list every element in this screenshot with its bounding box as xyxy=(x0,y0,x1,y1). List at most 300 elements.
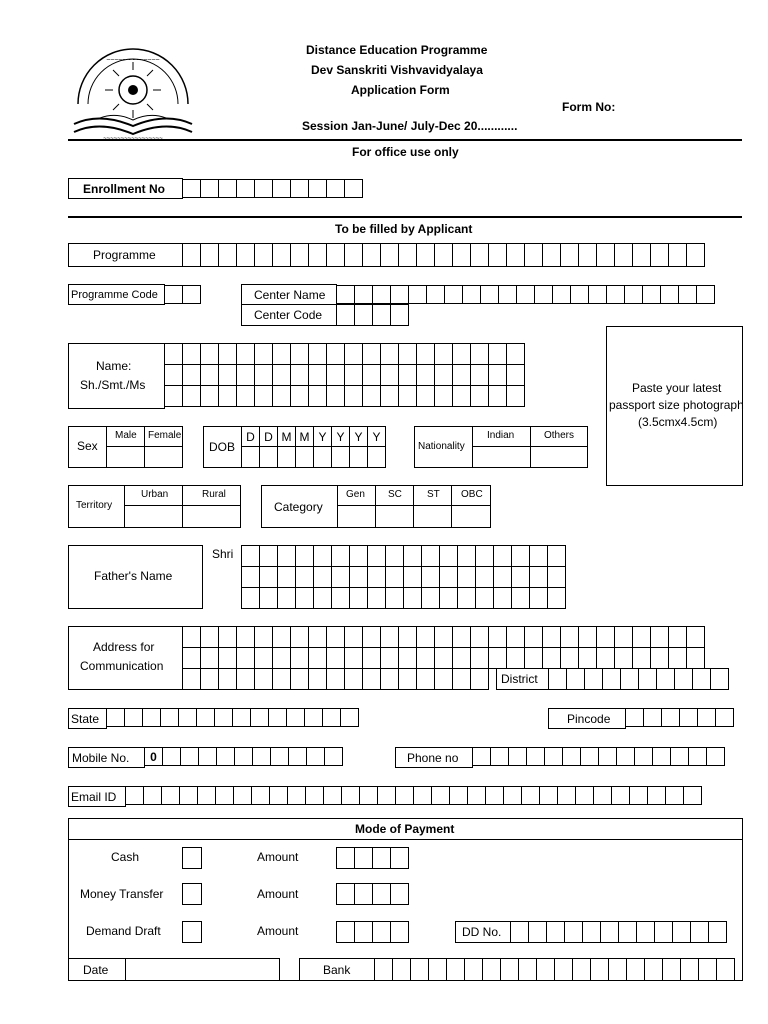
char-box[interactable] xyxy=(161,786,180,805)
char-box[interactable] xyxy=(462,285,481,304)
char-box[interactable] xyxy=(372,921,391,943)
char-box[interactable] xyxy=(439,566,458,588)
char-box[interactable] xyxy=(656,668,675,690)
char-box[interactable] xyxy=(385,587,404,609)
char-box[interactable] xyxy=(218,179,237,198)
char-box[interactable] xyxy=(439,587,458,609)
char-box[interactable] xyxy=(380,364,399,386)
char-box[interactable] xyxy=(614,243,633,267)
char-box[interactable] xyxy=(690,921,709,943)
char-box[interactable] xyxy=(652,747,671,766)
char-box[interactable] xyxy=(252,747,271,766)
char-box[interactable] xyxy=(439,545,458,567)
char-box[interactable] xyxy=(295,566,314,588)
char-box[interactable] xyxy=(272,647,291,669)
char-box[interactable] xyxy=(290,179,309,198)
char-box[interactable] xyxy=(547,566,566,588)
char-box[interactable] xyxy=(251,786,270,805)
char-box[interactable] xyxy=(326,343,345,365)
programme-boxes[interactable] xyxy=(182,243,705,267)
char-box[interactable] xyxy=(431,786,450,805)
char-box[interactable] xyxy=(560,626,579,648)
char-box[interactable] xyxy=(534,285,553,304)
char-box[interactable] xyxy=(650,626,669,648)
char-box[interactable] xyxy=(698,958,717,981)
char-box[interactable] xyxy=(313,545,332,567)
char-box[interactable] xyxy=(272,668,291,690)
char-box[interactable] xyxy=(313,446,332,468)
char-box[interactable] xyxy=(598,747,617,766)
char-box[interactable] xyxy=(326,626,345,648)
char-box[interactable] xyxy=(668,626,687,648)
char-box[interactable] xyxy=(236,385,255,407)
char-box[interactable] xyxy=(326,647,345,669)
char-box[interactable] xyxy=(593,786,612,805)
char-box[interactable] xyxy=(688,747,707,766)
char-box[interactable] xyxy=(354,921,373,943)
char-box[interactable] xyxy=(380,668,399,690)
char-box[interactable] xyxy=(416,343,435,365)
char-box[interactable] xyxy=(290,364,309,386)
char-box[interactable] xyxy=(182,364,201,386)
char-box[interactable] xyxy=(390,285,409,304)
char-box[interactable] xyxy=(706,747,725,766)
char-box[interactable] xyxy=(215,786,234,805)
char-box[interactable] xyxy=(616,747,635,766)
char-box[interactable] xyxy=(516,285,535,304)
char-box[interactable] xyxy=(362,364,381,386)
char-box[interactable] xyxy=(464,958,483,981)
char-box[interactable] xyxy=(344,179,363,198)
char-box[interactable] xyxy=(643,708,662,727)
char-box[interactable] xyxy=(506,243,525,267)
char-box[interactable] xyxy=(472,747,491,766)
char-box[interactable] xyxy=(367,446,386,468)
char-box[interactable] xyxy=(434,343,453,365)
char-box[interactable] xyxy=(488,647,507,669)
char-box[interactable] xyxy=(218,647,237,669)
char-box[interactable] xyxy=(480,285,499,304)
char-box[interactable] xyxy=(632,626,651,648)
date-field[interactable] xyxy=(125,958,280,981)
char-box[interactable] xyxy=(647,786,666,805)
char-box[interactable] xyxy=(570,285,589,304)
char-box[interactable] xyxy=(572,958,591,981)
cash-amount-boxes[interactable] xyxy=(336,847,409,869)
char-box[interactable] xyxy=(398,343,417,365)
char-box[interactable] xyxy=(629,786,648,805)
char-box[interactable] xyxy=(428,958,447,981)
nationality-indian-box[interactable] xyxy=(472,446,531,468)
char-box[interactable] xyxy=(488,626,507,648)
char-box[interactable] xyxy=(560,647,579,669)
char-box[interactable] xyxy=(398,626,417,648)
char-box[interactable] xyxy=(638,668,657,690)
char-box[interactable] xyxy=(308,343,327,365)
phone-boxes[interactable] xyxy=(472,747,725,766)
char-box[interactable] xyxy=(434,647,453,669)
char-box[interactable] xyxy=(716,958,735,981)
char-box[interactable] xyxy=(236,179,255,198)
char-box[interactable] xyxy=(580,747,599,766)
char-box[interactable] xyxy=(200,243,219,267)
char-box[interactable] xyxy=(254,626,273,648)
char-box[interactable] xyxy=(254,343,273,365)
char-box[interactable] xyxy=(403,545,422,567)
category-sc-box[interactable] xyxy=(375,505,414,528)
char-box[interactable] xyxy=(416,626,435,648)
char-box[interactable] xyxy=(197,786,216,805)
char-box[interactable] xyxy=(413,786,432,805)
char-box[interactable] xyxy=(578,647,597,669)
char-box[interactable] xyxy=(380,343,399,365)
char-box[interactable] xyxy=(182,243,201,267)
bank-boxes[interactable] xyxy=(374,958,735,981)
char-box[interactable] xyxy=(674,668,693,690)
char-box[interactable] xyxy=(218,364,237,386)
mobile-boxes[interactable] xyxy=(162,747,343,766)
char-box[interactable] xyxy=(125,786,144,805)
char-box[interactable] xyxy=(272,179,291,198)
char-box[interactable] xyxy=(200,385,219,407)
char-box[interactable] xyxy=(564,921,583,943)
char-box[interactable] xyxy=(236,626,255,648)
category-obc-box[interactable] xyxy=(451,505,491,528)
char-box[interactable] xyxy=(241,587,260,609)
char-box[interactable] xyxy=(372,883,391,905)
char-box[interactable] xyxy=(457,545,476,567)
char-box[interactable] xyxy=(493,587,512,609)
char-box[interactable] xyxy=(295,587,314,609)
char-box[interactable] xyxy=(254,179,273,198)
char-box[interactable] xyxy=(290,343,309,365)
char-box[interactable] xyxy=(500,958,519,981)
char-box[interactable] xyxy=(372,304,391,326)
char-box[interactable] xyxy=(354,847,373,869)
char-box[interactable] xyxy=(200,179,219,198)
char-box[interactable] xyxy=(470,626,489,648)
char-box[interactable] xyxy=(697,708,716,727)
char-box[interactable] xyxy=(200,626,219,648)
char-box[interactable] xyxy=(308,179,327,198)
territory-urban-box[interactable] xyxy=(124,505,183,528)
char-box[interactable] xyxy=(340,708,359,727)
char-box[interactable] xyxy=(642,285,661,304)
char-box[interactable] xyxy=(304,708,323,727)
char-box[interactable] xyxy=(416,243,435,267)
char-box[interactable] xyxy=(362,243,381,267)
char-box[interactable] xyxy=(680,958,699,981)
char-box[interactable] xyxy=(162,747,181,766)
char-box[interactable] xyxy=(182,285,201,304)
char-box[interactable] xyxy=(416,364,435,386)
char-box[interactable] xyxy=(182,921,202,943)
char-box[interactable] xyxy=(344,647,363,669)
char-box[interactable] xyxy=(686,626,705,648)
char-box[interactable] xyxy=(692,668,711,690)
char-box[interactable] xyxy=(600,921,619,943)
state-boxes[interactable] xyxy=(106,708,359,727)
char-box[interactable] xyxy=(668,243,687,267)
char-box[interactable] xyxy=(547,545,566,567)
char-box[interactable] xyxy=(326,364,345,386)
char-box[interactable] xyxy=(503,786,522,805)
char-box[interactable] xyxy=(305,786,324,805)
char-box[interactable] xyxy=(313,566,332,588)
char-box[interactable] xyxy=(354,304,373,326)
char-box[interactable] xyxy=(410,958,429,981)
char-box[interactable] xyxy=(634,747,653,766)
char-box[interactable] xyxy=(665,786,684,805)
char-box[interactable] xyxy=(416,668,435,690)
char-box[interactable] xyxy=(336,883,355,905)
char-box[interactable] xyxy=(164,343,183,365)
char-box[interactable] xyxy=(511,566,530,588)
char-box[interactable] xyxy=(179,786,198,805)
char-box[interactable] xyxy=(529,587,548,609)
char-box[interactable] xyxy=(475,566,494,588)
char-box[interactable] xyxy=(287,786,306,805)
sex-female-box[interactable] xyxy=(144,446,183,468)
district-boxes[interactable] xyxy=(548,668,729,690)
char-box[interactable] xyxy=(236,668,255,690)
char-box[interactable] xyxy=(268,708,287,727)
char-box[interactable] xyxy=(421,545,440,567)
char-box[interactable] xyxy=(362,343,381,365)
programme-code-boxes[interactable] xyxy=(164,285,201,304)
char-box[interactable] xyxy=(286,708,305,727)
char-box[interactable] xyxy=(449,786,468,805)
char-box[interactable] xyxy=(560,243,579,267)
char-box[interactable] xyxy=(308,668,327,690)
char-box[interactable] xyxy=(272,626,291,648)
demand-draft-amount-boxes[interactable] xyxy=(336,921,409,943)
char-box[interactable] xyxy=(250,708,269,727)
char-box[interactable] xyxy=(349,446,368,468)
char-box[interactable] xyxy=(326,179,345,198)
char-box[interactable] xyxy=(434,668,453,690)
char-box[interactable] xyxy=(308,364,327,386)
char-box[interactable] xyxy=(498,285,517,304)
char-box[interactable] xyxy=(354,285,373,304)
char-box[interactable] xyxy=(200,364,219,386)
char-box[interactable] xyxy=(578,243,597,267)
char-box[interactable] xyxy=(683,786,702,805)
char-box[interactable] xyxy=(196,708,215,727)
char-box[interactable] xyxy=(614,626,633,648)
char-box[interactable] xyxy=(182,847,202,869)
char-box[interactable] xyxy=(288,747,307,766)
char-box[interactable] xyxy=(654,921,673,943)
char-box[interactable] xyxy=(452,343,471,365)
char-box[interactable] xyxy=(164,364,183,386)
char-box[interactable] xyxy=(506,343,525,365)
char-box[interactable] xyxy=(582,921,601,943)
char-box[interactable] xyxy=(164,285,183,304)
char-box[interactable] xyxy=(470,647,489,669)
char-box[interactable] xyxy=(398,668,417,690)
char-box[interactable] xyxy=(106,708,125,727)
char-box[interactable] xyxy=(679,708,698,727)
char-box[interactable] xyxy=(596,647,615,669)
char-box[interactable] xyxy=(254,364,273,386)
char-box[interactable] xyxy=(367,587,386,609)
char-box[interactable] xyxy=(232,708,251,727)
char-box[interactable] xyxy=(349,545,368,567)
char-box[interactable] xyxy=(270,747,289,766)
char-box[interactable] xyxy=(398,385,417,407)
char-box[interactable] xyxy=(708,921,727,943)
char-box[interactable] xyxy=(434,626,453,648)
fathers-name-rows[interactable] xyxy=(241,545,566,609)
char-box[interactable] xyxy=(624,285,643,304)
char-box[interactable] xyxy=(362,385,381,407)
char-box[interactable] xyxy=(336,921,355,943)
char-box[interactable] xyxy=(644,958,663,981)
char-box[interactable] xyxy=(539,786,558,805)
char-box[interactable] xyxy=(632,647,651,669)
char-box[interactable] xyxy=(354,883,373,905)
char-box[interactable] xyxy=(344,668,363,690)
char-box[interactable] xyxy=(236,243,255,267)
char-box[interactable] xyxy=(182,626,201,648)
char-box[interactable] xyxy=(511,587,530,609)
char-box[interactable] xyxy=(349,566,368,588)
char-box[interactable] xyxy=(506,626,525,648)
char-box[interactable] xyxy=(575,786,594,805)
char-box[interactable] xyxy=(236,647,255,669)
char-box[interactable] xyxy=(511,545,530,567)
char-box[interactable] xyxy=(323,786,342,805)
char-box[interactable] xyxy=(650,647,669,669)
char-box[interactable] xyxy=(668,647,687,669)
char-box[interactable] xyxy=(182,883,202,905)
char-box[interactable] xyxy=(546,921,565,943)
char-box[interactable] xyxy=(344,626,363,648)
char-box[interactable] xyxy=(380,243,399,267)
category-st-box[interactable] xyxy=(413,505,452,528)
enrollment-boxes[interactable] xyxy=(182,179,363,198)
char-box[interactable] xyxy=(434,243,453,267)
char-box[interactable] xyxy=(241,545,260,567)
cash-checkbox[interactable] xyxy=(182,847,202,869)
char-box[interactable] xyxy=(124,708,143,727)
char-box[interactable] xyxy=(233,786,252,805)
char-box[interactable] xyxy=(457,566,476,588)
char-box[interactable] xyxy=(331,566,350,588)
char-box[interactable] xyxy=(403,587,422,609)
char-box[interactable] xyxy=(485,786,504,805)
char-box[interactable] xyxy=(277,446,296,468)
char-box[interactable] xyxy=(372,285,391,304)
char-box[interactable] xyxy=(434,385,453,407)
territory-rural-box[interactable] xyxy=(182,505,241,528)
char-box[interactable] xyxy=(506,364,525,386)
char-box[interactable] xyxy=(488,364,507,386)
money-transfer-checkbox[interactable] xyxy=(182,883,202,905)
char-box[interactable] xyxy=(620,668,639,690)
money-transfer-amount-boxes[interactable] xyxy=(336,883,409,905)
char-box[interactable] xyxy=(398,364,417,386)
char-box[interactable] xyxy=(611,786,630,805)
char-box[interactable] xyxy=(218,385,237,407)
char-box[interactable] xyxy=(374,958,393,981)
char-box[interactable] xyxy=(518,958,537,981)
char-box[interactable] xyxy=(395,786,414,805)
char-box[interactable] xyxy=(506,385,525,407)
char-box[interactable] xyxy=(632,243,651,267)
dd-no-boxes[interactable] xyxy=(510,921,727,943)
char-box[interactable] xyxy=(566,668,585,690)
char-box[interactable] xyxy=(259,587,278,609)
char-box[interactable] xyxy=(548,668,567,690)
char-box[interactable] xyxy=(390,921,409,943)
char-box[interactable] xyxy=(715,708,734,727)
char-box[interactable] xyxy=(182,385,201,407)
char-box[interactable] xyxy=(529,545,548,567)
char-box[interactable] xyxy=(596,243,615,267)
char-box[interactable] xyxy=(290,243,309,267)
char-box[interactable] xyxy=(349,587,368,609)
char-box[interactable] xyxy=(392,958,411,981)
char-box[interactable] xyxy=(385,545,404,567)
char-box[interactable] xyxy=(470,364,489,386)
char-box[interactable] xyxy=(390,883,409,905)
char-box[interactable] xyxy=(470,668,489,690)
char-box[interactable] xyxy=(434,364,453,386)
char-box[interactable] xyxy=(380,626,399,648)
char-box[interactable] xyxy=(290,385,309,407)
char-box[interactable] xyxy=(277,587,296,609)
char-box[interactable] xyxy=(590,958,609,981)
char-box[interactable] xyxy=(562,747,581,766)
char-box[interactable] xyxy=(596,626,615,648)
char-box[interactable] xyxy=(326,243,345,267)
char-box[interactable] xyxy=(164,385,183,407)
char-box[interactable] xyxy=(554,958,573,981)
char-box[interactable] xyxy=(331,587,350,609)
char-box[interactable] xyxy=(277,545,296,567)
char-box[interactable] xyxy=(372,847,391,869)
char-box[interactable] xyxy=(272,343,291,365)
char-box[interactable] xyxy=(467,786,486,805)
char-box[interactable] xyxy=(446,958,465,981)
char-box[interactable] xyxy=(218,243,237,267)
char-box[interactable] xyxy=(336,285,355,304)
char-box[interactable] xyxy=(614,647,633,669)
char-box[interactable] xyxy=(710,668,729,690)
char-box[interactable] xyxy=(475,545,494,567)
char-box[interactable] xyxy=(452,668,471,690)
char-box[interactable] xyxy=(660,285,679,304)
char-box[interactable] xyxy=(602,668,621,690)
char-box[interactable] xyxy=(344,243,363,267)
char-box[interactable] xyxy=(277,566,296,588)
char-box[interactable] xyxy=(662,958,681,981)
char-box[interactable] xyxy=(529,566,548,588)
char-box[interactable] xyxy=(182,668,201,690)
char-box[interactable] xyxy=(182,343,201,365)
char-box[interactable] xyxy=(661,708,680,727)
char-box[interactable] xyxy=(416,385,435,407)
char-box[interactable] xyxy=(367,545,386,567)
char-box[interactable] xyxy=(524,626,543,648)
char-box[interactable] xyxy=(218,626,237,648)
char-box[interactable] xyxy=(362,647,381,669)
char-box[interactable] xyxy=(626,958,645,981)
char-box[interactable] xyxy=(578,626,597,648)
category-gen-box[interactable] xyxy=(337,505,376,528)
